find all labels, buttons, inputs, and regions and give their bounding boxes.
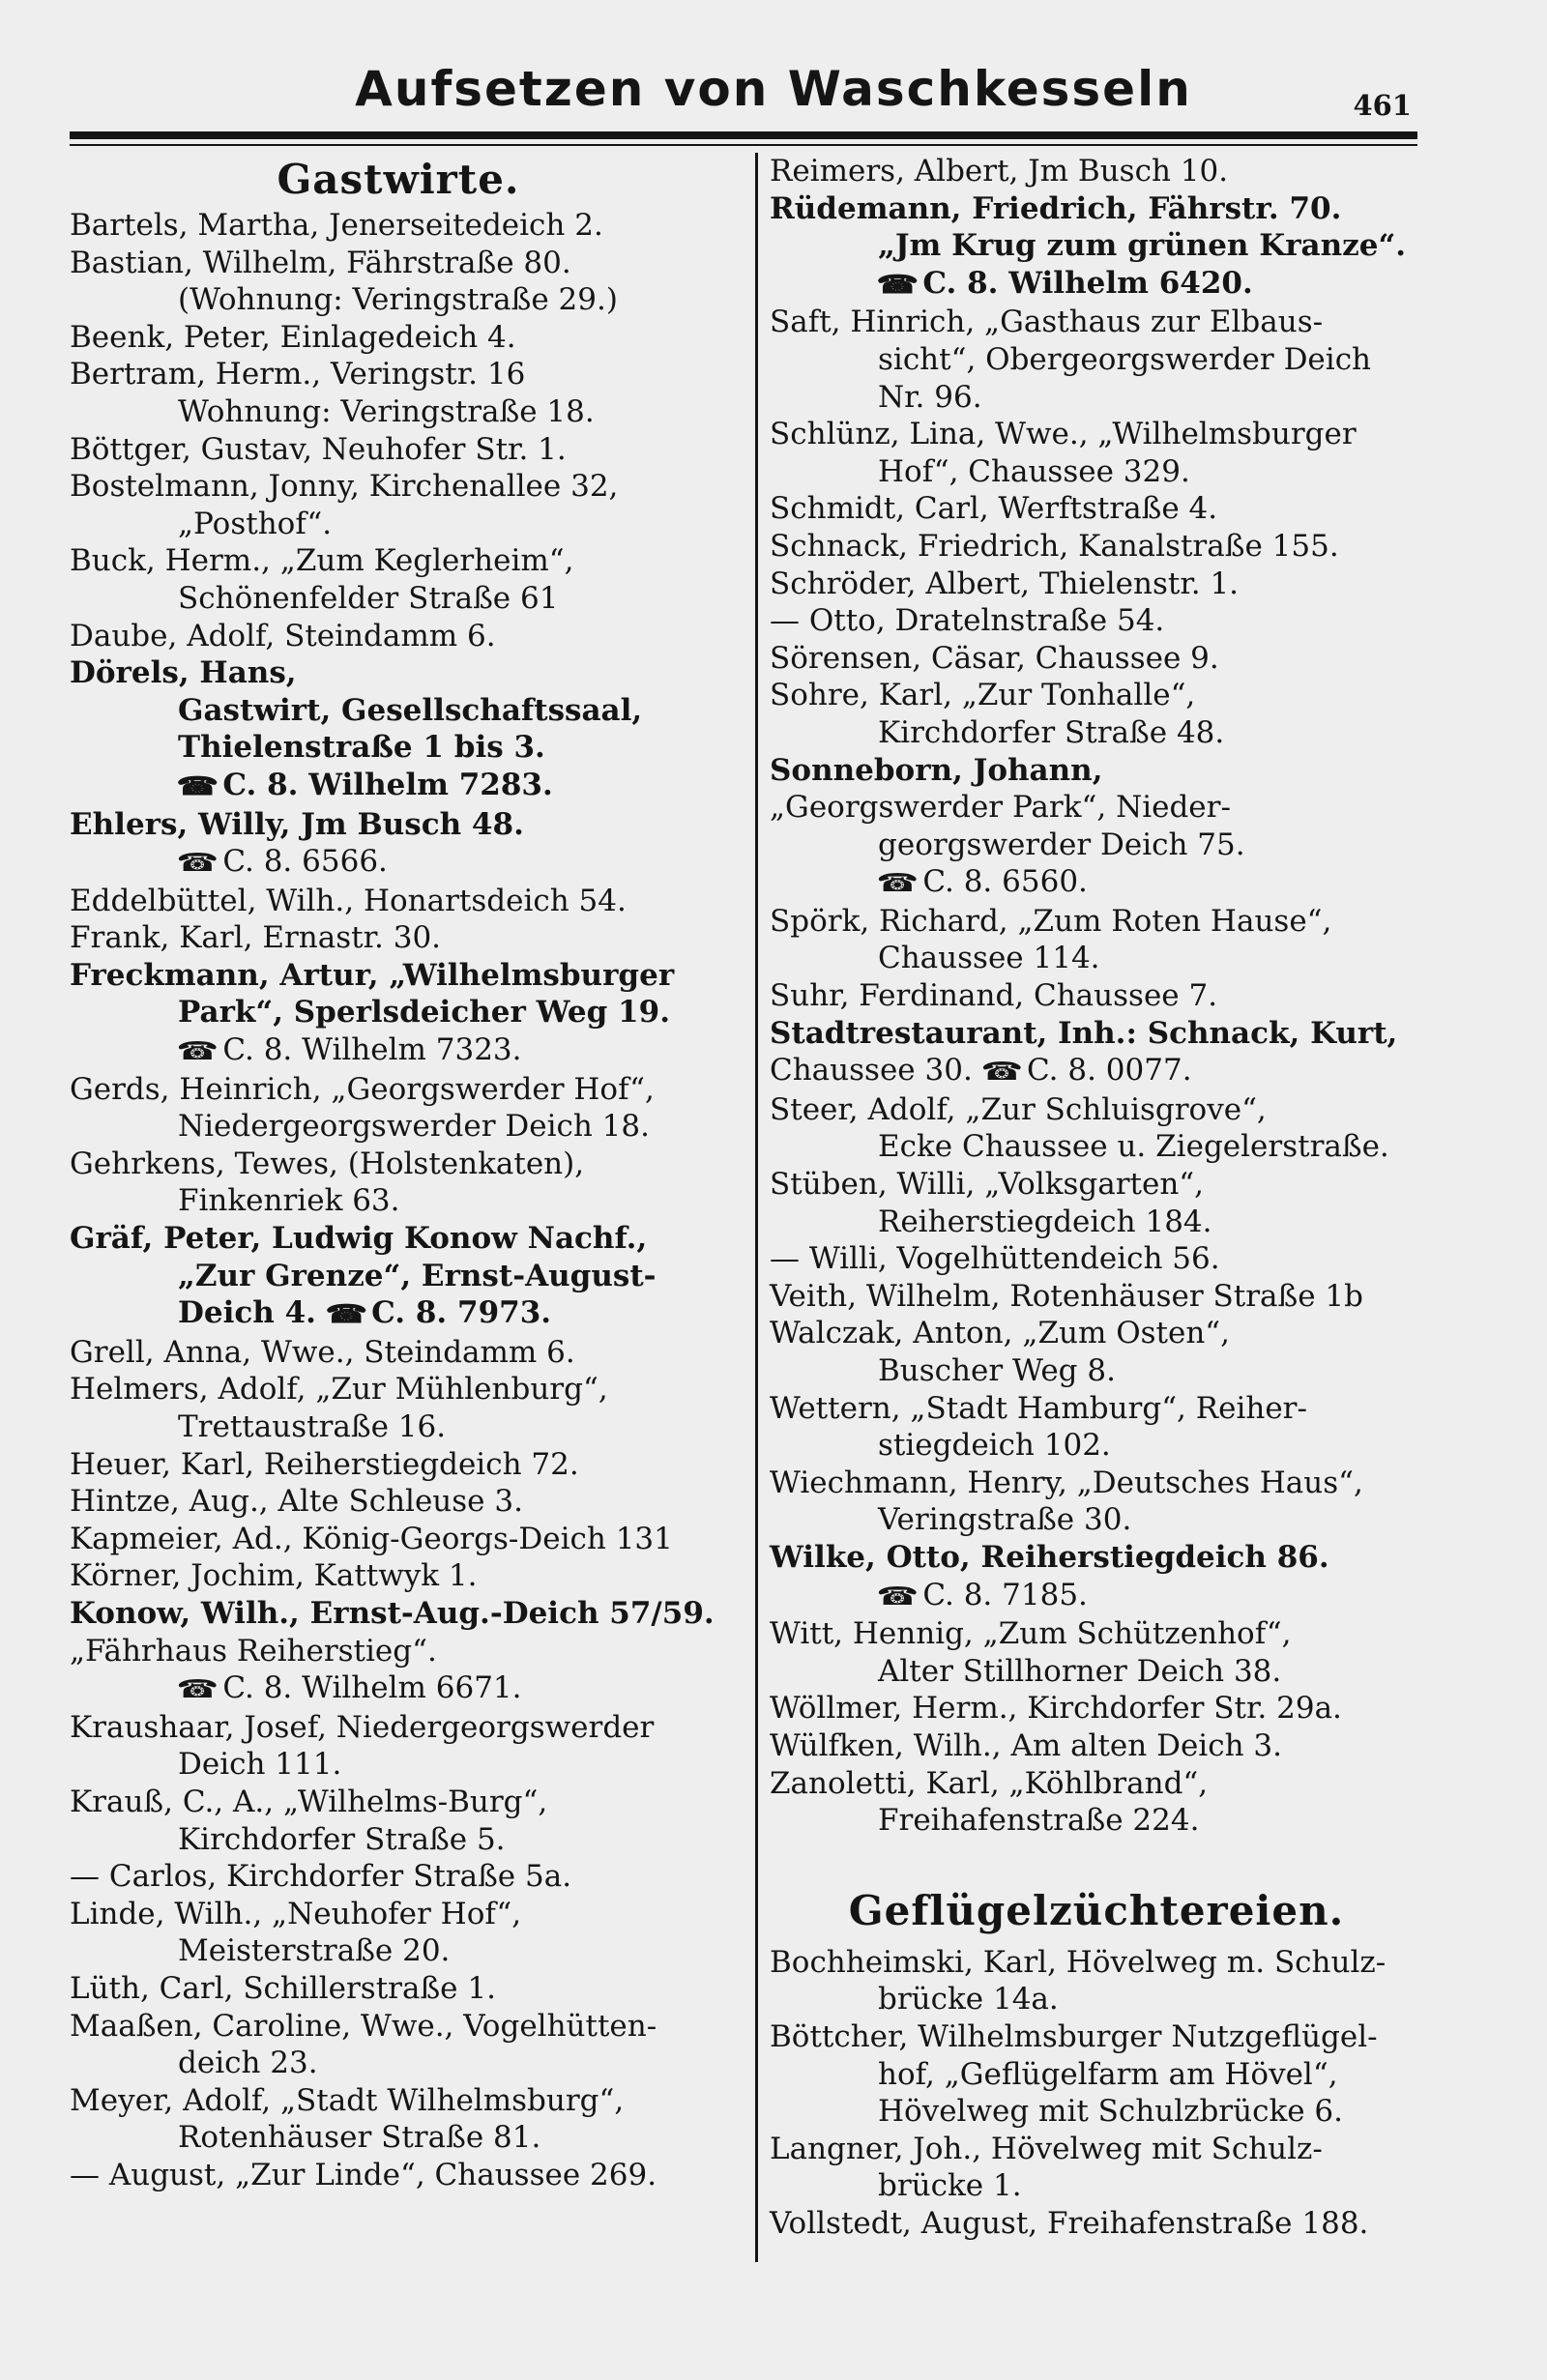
entry-list-gastwirte (70, 207, 727, 2193)
directory-entry (70, 542, 727, 617)
directory-entry (70, 245, 727, 319)
entry-line: ☎ C. 8. 6560. (770, 863, 1423, 903)
entry-line: Freihafenstraße 224. (878, 1803, 1200, 1839)
entry-line: ☎ C. 8. Wilhelm 7323. (70, 1031, 727, 1071)
entry-line: georgswerder Deich 75. (878, 827, 1245, 862)
header-rule-thin (70, 144, 1417, 146)
entry-line: Hövelweg mit Schulzbrücke 6. (878, 2094, 1343, 2130)
entry-line: Krauß, C., A., „Wilhelms-Burg“, (70, 1784, 548, 1819)
directory-entry (770, 1240, 1423, 1278)
entry-line: Maaßen, Caroline, Wwe., Vogelhütten- (70, 2008, 657, 2044)
entry-line: Bastian, Wilhelm, Fährstraße 80. (70, 245, 571, 280)
directory-entry (770, 903, 1423, 977)
directory-entry (70, 1334, 727, 1372)
directory-entry (770, 677, 1423, 751)
entry-line: Stadtrestaurant, Inh.: Schnack, Kurt, (770, 1015, 1398, 1051)
entry-line: Reiherstiegdeich 184. (878, 1204, 1212, 1239)
directory-entry (70, 1146, 727, 1220)
directory-entry (770, 1577, 1423, 1616)
entry-line: Buscher Weg 8. (878, 1353, 1116, 1388)
entry-line: „Jm Krug zum grünen Kranze“. (878, 228, 1407, 264)
directory-entry (70, 1446, 727, 1484)
directory-entry (770, 789, 1423, 903)
entry-line: Deich 111. (178, 1747, 342, 1783)
entry-line: Kirchdorfer Straße 48. (878, 714, 1225, 750)
entry-line: Thielenstraße 1 bis 3. (178, 730, 545, 766)
directory-entry (770, 640, 1423, 678)
entry-line: Rotenhäuser Straße 81. (178, 2120, 541, 2156)
entry-line: Wilke, Otto, Reiherstiegdeich 86. (770, 1539, 1329, 1575)
entry-line: ☎ C. 8. 6566. (70, 843, 727, 883)
directory-entry (70, 468, 727, 542)
entry-line: Veith, Wilhelm, Rotenhäuser Straße 1b (770, 1278, 1363, 1314)
directory-entry (70, 1557, 727, 1595)
directory-entry (70, 654, 727, 805)
entry-line: Hintze, Aug., Alte Schleuse 3. (70, 1484, 523, 1520)
telephone-icon: ☎ (876, 869, 919, 899)
directory-entry (770, 528, 1423, 566)
directory-entry (70, 2008, 727, 2082)
entry-list-gefluegelzuechtereien (770, 1944, 1423, 2243)
entry-line: deich 23. (178, 2046, 318, 2081)
telephone-icon: ☎ (876, 1582, 919, 1611)
entry-line: „Zur Grenze“, Ernst-August- (178, 1258, 657, 1293)
entry-line: „Posthof“. (178, 506, 333, 541)
entry-line: Meyer, Adolf, „Stadt Wilhelmsburg“, (70, 2082, 625, 2118)
directory-entry (70, 1970, 727, 2008)
section-heading-gefluegelzuechtereien: Geflügelzüchtereien. (848, 1886, 1345, 1934)
entry-line: „Georgswerder Park“, Nieder- (770, 790, 1231, 826)
header-rule-thick (70, 131, 1417, 139)
entry-line: Konow, Wilh., Ernst-Aug.-Deich 57/59. (70, 1595, 715, 1631)
entry-line: Dörels, Hans, (70, 655, 297, 691)
directory-entry (70, 957, 727, 1031)
directory-entry (70, 843, 727, 883)
directory-entry (70, 1858, 727, 1896)
entry-line: Wülfken, Wilh., Am alten Deich 3. (770, 1727, 1282, 1763)
entry-line: Park“, Sperlsdeicher Weg 19. (178, 995, 670, 1030)
telephone-icon: ☎ (176, 1675, 219, 1705)
directory-entry (70, 1709, 727, 1784)
entry-line: — August, „Zur Linde“, Chaussee 269. (70, 2157, 657, 2192)
entry-line: Gräf, Peter, Ludwig Konow Nachf., (70, 1221, 648, 1257)
entry-line: Wettern, „Stadt Hamburg“, Reiher- (770, 1390, 1307, 1426)
entry-line: Ehlers, Willy, Jm Busch 48. (70, 806, 524, 842)
entry-line: Hof“, Chaussee 329. (878, 453, 1190, 489)
directory-entry (70, 1031, 727, 1071)
entry-line: Suhr, Ferdinand, Chaussee 7. (770, 978, 1218, 1014)
entry-line: Spörk, Richard, „Zum Roten Hause“, (770, 903, 1332, 939)
directory-entry (70, 1595, 727, 1633)
entry-line: Linde, Wilh., „Neuhofer Hof“, (70, 1896, 522, 1931)
entry-line: Kraushaar, Josef, Niedergeorgswerder (70, 1709, 655, 1745)
directory-entry (70, 883, 727, 920)
entry-line: Sohre, Karl, „Zur Tonhalle“, (770, 678, 1196, 713)
entry-line: Gastwirt, Gesellschaftssaal, (178, 692, 643, 728)
entry-line: Schönenfelder Straße 61 (178, 580, 559, 616)
directory-entry (70, 1521, 727, 1558)
entry-line: Schröder, Albert, Thielenstr. 1. (770, 566, 1240, 601)
entry-line: Niedergeorgswerder Deich 18. (178, 1109, 650, 1145)
directory-entry (770, 2131, 1423, 2205)
entry-line: Bartels, Martha, Jenerseitedeich 2. (70, 208, 603, 243)
directory-entry (70, 1220, 727, 1334)
entry-line: Wöllmer, Herm., Kirchdorfer Str. 29a. (770, 1691, 1342, 1727)
directory-entry (770, 1278, 1423, 1316)
entry-line: ☎ C. 8. Wilhelm 7283. (70, 767, 727, 806)
directory-entry (770, 1615, 1423, 1690)
entry-line: brücke 14a. (878, 1982, 1059, 2017)
entry-line: ☎ C. 8. Wilhelm 6420. (770, 265, 1423, 305)
directory-entry (70, 806, 727, 844)
telephone-icon: ☎ (176, 1037, 219, 1067)
entry-line: „Fährhaus Reiherstieg“. (70, 1633, 437, 1669)
directory-entry (770, 190, 1423, 305)
directory-entry (70, 919, 727, 957)
entry-line: Heuer, Karl, Reiherstiegdeich 72. (70, 1446, 579, 1482)
entry-line: Sörensen, Cäsar, Chaussee 9. (770, 640, 1219, 676)
directory-entry (770, 1765, 1423, 1840)
entry-line: Bostelmann, Jonny, Kirchenallee 32, (70, 469, 619, 505)
entry-line: Chaussee 30. ☎ C. 8. 0077. (770, 1052, 1423, 1091)
entry-list-gastwirte-continued (770, 153, 1423, 1840)
telephone-icon: ☎ (176, 771, 219, 801)
directory-entry (770, 1315, 1423, 1389)
entry-line: Reimers, Albert, Jm Busch 10. (770, 154, 1229, 189)
column-divider (755, 153, 758, 2262)
entry-line: Saft, Hinrich, „Gasthaus zur Elbaus- (770, 305, 1324, 340)
directory-entry (770, 153, 1423, 190)
entry-line: Ecke Chaussee u. Ziegelerstraße. (878, 1129, 1389, 1165)
directory-entry (770, 1727, 1423, 1765)
entry-line: Freckmann, Artur, „Wilhelmsburger (70, 957, 675, 993)
right-column (770, 153, 1423, 2242)
directory-entry (770, 1465, 1423, 1539)
directory-entry (770, 1539, 1423, 1577)
directory-entry (70, 431, 727, 469)
directory-entry (70, 2082, 727, 2157)
entry-line: Wiechmann, Henry, „Deutsches Haus“, (770, 1465, 1363, 1500)
directory-entry (70, 1483, 727, 1521)
left-column (70, 153, 727, 2193)
entry-line: Walczak, Anton, „Zum Osten“, (770, 1316, 1230, 1351)
entry-line: Witt, Hennig, „Zum Schützenhof“, (770, 1616, 1292, 1652)
entry-line: Deich 4. ☎ C. 8. 7973. (70, 1294, 727, 1334)
entry-line: Langner, Joh., Hövelweg mit Schulz- (770, 2131, 1323, 2166)
section-heading-gastwirte: Gastwirte. (277, 156, 520, 203)
entry-line: Steer, Adolf, „Zur Schluisgrove“, (770, 1091, 1267, 1127)
entry-line: Meisterstraße 20. (178, 1933, 451, 1969)
entry-line: Körner, Jochim, Kattwyk 1. (70, 1558, 478, 1594)
entry-line: Kapmeier, Ad., König-Georgs-Deich 131 (70, 1521, 673, 1556)
directory-entry (770, 1690, 1423, 1727)
entry-line: — Carlos, Kirchdorfer Straße 5a. (70, 1859, 572, 1895)
entry-line: (Wohnung: Veringstraße 29.) (178, 282, 618, 318)
entry-line: Schlünz, Lina, Wwe., „Wilhelmsburger (770, 417, 1357, 452)
entry-line: brücke 1. (878, 2168, 1022, 2204)
directory-entry (770, 1390, 1423, 1465)
entry-line: Böttcher, Wilhelmsburger Nutzgeflügel- (770, 2018, 1378, 2054)
entry-line: Wohnung: Veringstraße 18. (178, 393, 595, 429)
telephone-icon: ☎ (325, 1300, 367, 1330)
entry-line: ☎ C. 8. Wilhelm 6671. (70, 1669, 727, 1709)
entry-line: Eddelbüttel, Wilh., Honartsdeich 54. (70, 883, 627, 918)
entry-line: Nr. 96. (878, 379, 982, 415)
directory-entry (770, 304, 1423, 416)
entry-line: Veringstraße 30. (878, 1502, 1132, 1538)
entry-line: Frank, Karl, Ernastr. 30. (70, 920, 442, 956)
directory-entry (70, 319, 727, 357)
directory-entry (70, 1896, 727, 1970)
directory-entry (770, 602, 1423, 640)
directory-entry (770, 1015, 1423, 1053)
directory-entry (770, 977, 1423, 1015)
entry-line: Schnack, Friedrich, Kanalstraße 155. (770, 528, 1339, 564)
directory-entry (70, 207, 727, 245)
directory-entry (770, 1052, 1423, 1091)
entry-line: Bertram, Herm., Veringstr. 16 (70, 357, 526, 392)
directory-entry (70, 1633, 727, 1709)
directory-entry (70, 356, 727, 430)
entry-line: Finkenriek 63. (178, 1183, 400, 1219)
directory-entry (770, 1166, 1423, 1240)
directory-entry (770, 2018, 1423, 2131)
entry-line: sicht“, Obergeorgswerder Deich (878, 341, 1372, 377)
telephone-icon: ☎ (176, 849, 219, 879)
entry-line: Daube, Adolf, Steindamm 6. (70, 618, 496, 653)
entry-line: Sonneborn, Johann, (770, 752, 1103, 788)
entry-line: Kirchdorfer Straße 5. (178, 1821, 506, 1857)
entry-line: Rüdemann, Friedrich, Fährstr. 70. (770, 190, 1342, 226)
entry-line: Helmers, Adolf, „Zur Mühlenburg“, (70, 1372, 608, 1408)
directory-entry (770, 752, 1423, 790)
directory-entry (70, 618, 727, 655)
entry-line: Beenk, Peter, Einlagedeich 4. (70, 319, 516, 355)
entry-line: ☎ C. 8. 7185. (770, 1577, 1423, 1616)
directory-entry (770, 490, 1423, 528)
directory-entry (70, 1371, 727, 1445)
directory-entry (770, 416, 1423, 490)
directory-entry (70, 1784, 727, 1858)
entry-line: hof, „Geflügelfarm am Hövel“, (878, 2056, 1338, 2092)
directory-entry (70, 1071, 727, 1146)
entry-line: Gerds, Heinrich, „Georgswerder Hof“, (70, 1071, 655, 1107)
directory-entry (770, 566, 1423, 603)
page-title: Aufsetzen von Waschkesseln (355, 61, 1192, 117)
directory-entry (770, 1944, 1423, 2018)
entry-line: Stüben, Willi, „Volksgarten“, (770, 1167, 1205, 1203)
telephone-icon: ☎ (979, 1058, 1023, 1088)
entry-line: Schmidt, Carl, Werftstraße 4. (770, 491, 1218, 527)
entry-line: Zanoletti, Karl, „Köhlbrand“, (770, 1765, 1209, 1801)
telephone-icon: ☎ (876, 270, 919, 300)
entry-line: Trettaustraße 16. (178, 1409, 447, 1444)
directory-entry (770, 2205, 1423, 2243)
page-number: 461 (1353, 89, 1412, 122)
directory-entry (70, 2157, 727, 2194)
entry-line: Buck, Herm., „Zum Keglerheim“, (70, 543, 574, 579)
entry-line: — Willi, Vogelhüttendeich 56. (770, 1241, 1220, 1277)
entry-line: Böttger, Gustav, Neuhofer Str. 1. (70, 431, 567, 467)
entry-line: Grell, Anna, Wwe., Steindamm 6. (70, 1334, 575, 1370)
entry-line: Lüth, Carl, Schillerstraße 1. (70, 1970, 496, 2006)
directory-entry (770, 1091, 1423, 1166)
entry-line: Alter Stillhorner Deich 38. (878, 1653, 1282, 1689)
entry-line: Vollstedt, August, Freihafenstraße 188. (770, 2205, 1369, 2241)
entry-line: Bochheimski, Karl, Hövelweg m. Schulz- (770, 1944, 1386, 1980)
entry-line: — Otto, Dratelnstraße 54. (770, 603, 1165, 639)
entry-line: Chaussee 114. (878, 941, 1100, 976)
entry-line: Gehrkens, Tewes, (Holstenkaten), (70, 1146, 585, 1181)
entry-line: stiegdeich 102. (878, 1428, 1111, 1464)
